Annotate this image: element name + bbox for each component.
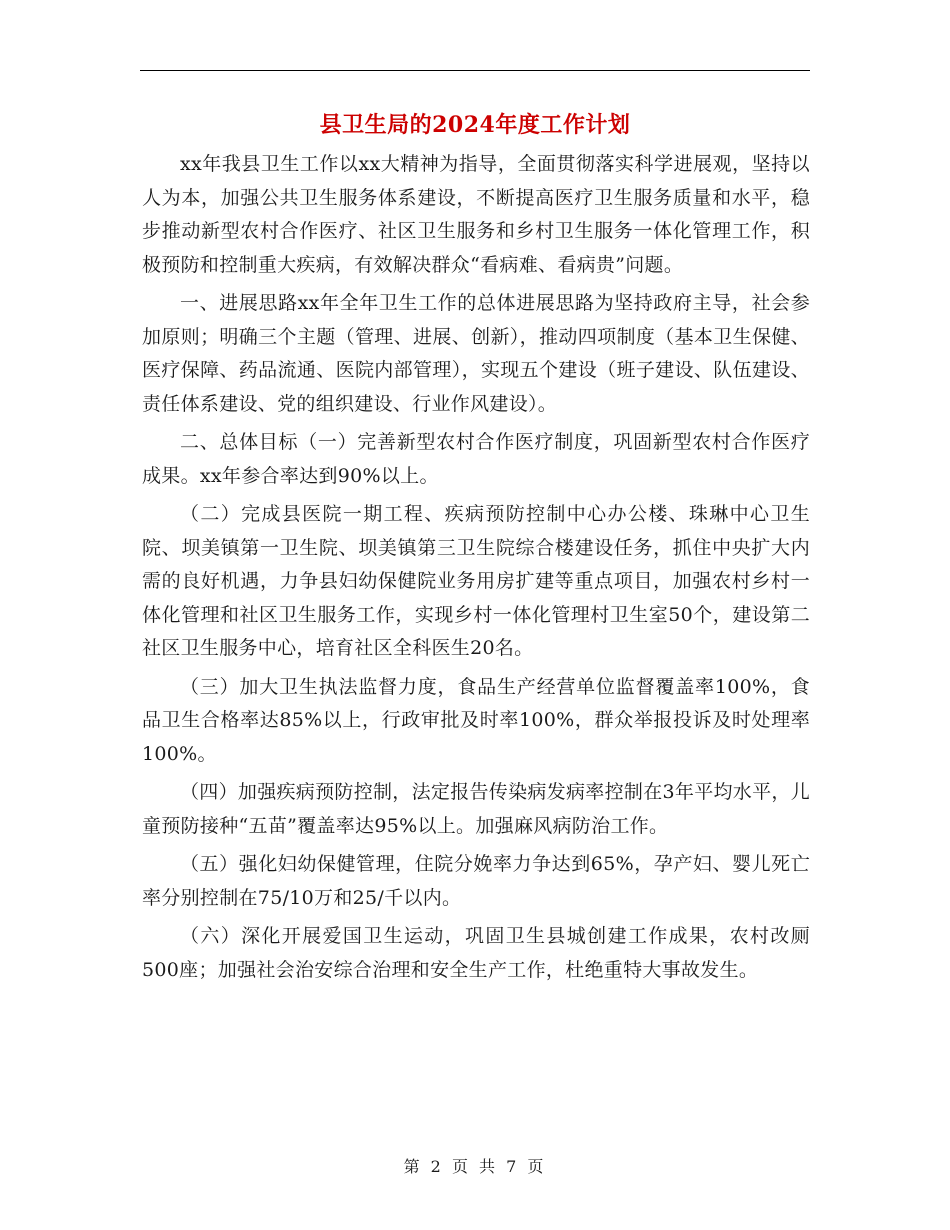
paragraph-development-approach: 一、进展思路xx年全年卫生工作的总体进展思路为坚持政府主导，社会参加原则；明确三个主题（管理、进展、创新），推动四项制度（基本卫生保健、医疗保障、药品流通、医院内部管理），实现五个建设（班子建设、队伍建设、责任体系建设、党的组织建设、行业作风建设）。 xyxy=(142,292,810,415)
header-rule xyxy=(140,70,810,71)
paragraph-overall-goals: 二、总体目标（一）完善新型农村合作医疗制度，巩固新型农村合作医疗成果。xx年参合率达到90%以上。 xyxy=(142,431,810,487)
document-body xyxy=(142,148,810,992)
document-title: 县卫生局的2024年度工作计划 xyxy=(319,112,631,138)
paragraph-intro: xx年我县卫生工作以xx大精神为指导，全面贯彻落实科学进展观，坚持以人为本，加强公共卫生服务体系建设，不断提高医疗卫生服务质量和水平，稳步推动新型农村合作医疗、社区卫生服务和乡村卫生服务一体化管理工作，积极预防和控制重大疾病，有效解决群众“看病难、看病贵”问题。 xyxy=(142,153,810,276)
paragraph-goal-5: （五）强化妇幼保健管理，住院分娩率力争达到65%，孕产妇、婴儿死亡率分别控制在75/10万和25/千以内。 xyxy=(142,853,810,909)
page-number: 第 2 页 共 7 页 xyxy=(403,1157,547,1176)
paragraph-goal-6: （六）深化开展爱国卫生运动，巩固卫生县城创建工作成果，农村改厕500座；加强社会治安综合治理和安全生产工作，杜绝重特大事故发生。 xyxy=(142,925,810,981)
paragraph-goal-4: （四）加强疾病预防控制，法定报告传染病发病率控制在3年平均水平，儿童预防接种“五苗”覆盖率达95%以上。加强麻风病防治工作。 xyxy=(142,781,810,837)
paragraph-goal-3: （三）加大卫生执法监督力度，食品生产经营单位监督覆盖率100%，食品卫生合格率达85%以上，行政审批及时率100%，群众举报投诉及时处理率100%。 xyxy=(142,675,810,765)
paragraph-goal-2: （二）完成县医院一期工程、疾病预防控制中心办公楼、珠琳中心卫生院、坝美镇第一卫生院、坝美镇第三卫生院综合楼建设任务，抓住中央扩大内需的良好机遇，力争县妇幼保健院业务用房扩建等重点项目，加强农村乡村一体化管理和社区卫生服务工作，实现乡村一体化管理村卫生室50个，建设第二社区卫生服务中心，培育社区全科医生20名。 xyxy=(142,503,810,659)
